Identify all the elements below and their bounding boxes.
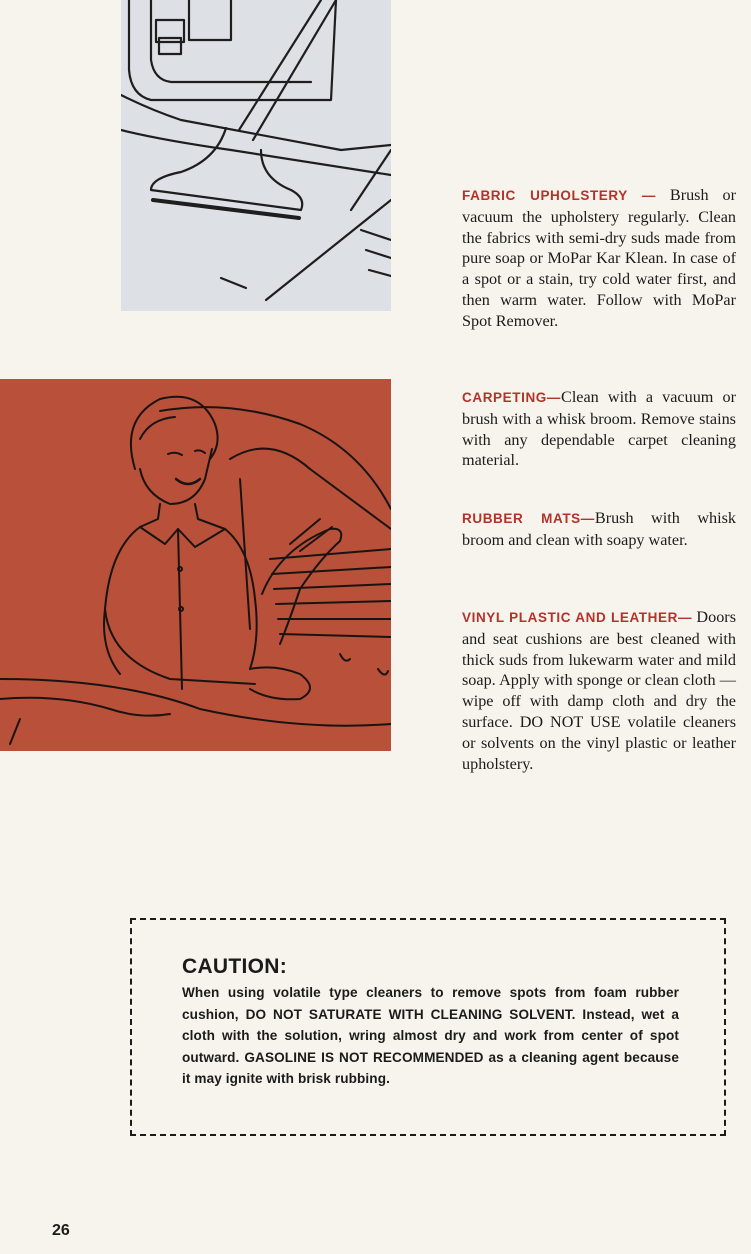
carpeting-section (462, 387, 736, 471)
fabric-upholstery-heading: FABRIC UPHOLSTERY — (462, 188, 656, 203)
vinyl-leather-section (462, 607, 736, 774)
carpeting-text: Clean with a vacuum or brush with a whisk broom. Remove stains with any dependable carpet cleaning material. (462, 388, 736, 470)
woman-illustration (0, 379, 391, 751)
rubber-mats-heading: RUBBER MATS— (462, 511, 595, 526)
caution-text: When using volatile type cleaners to remove spots from foam rubber cushion, DO NOT SATURATE WITH CLEANING SOLVENT. Instead, wet a cloth with the solution, wring almost dry and work from center of spot outward. GASOLINE IS NOT RECOMMENDED as a cleaning agent because it may ignite with brisk rubbing. (182, 985, 679, 1086)
vacuum-illustration (121, 0, 391, 311)
vinyl-leather-heading: VINYL PLASTIC AND LEATHER— (462, 610, 693, 625)
page-number: 26 (52, 1222, 70, 1239)
fabric-upholstery-section (462, 185, 736, 332)
caution-title: CAUTION: (182, 955, 288, 978)
rubber-mats-text: Brush with whisk broom and clean with soapy water. (462, 509, 736, 549)
vinyl-leather-text: Doors and seat cushions are best cleaned with thick suds from lukewarm water and mild soap. Apply with sponge or clean cloth —wipe off with damp cloth and dry the surface. DO NOT USE volatile cleaners or solvents on the vinyl plastic or leather upholstery. (462, 608, 736, 773)
rubber-mats-section (462, 508, 736, 551)
carpeting-heading: CARPETING— (462, 390, 562, 405)
fabric-upholstery-text: Brush or vacuum the upholstery regularly. Clean the fabrics with semi-dry suds made from pure soap or MoPar Kar Klean. In case of a spot or a stain, try cold water first, and then warm water. Follow with MoPar Spot Remover. (462, 186, 736, 330)
caution-box (130, 918, 726, 1136)
